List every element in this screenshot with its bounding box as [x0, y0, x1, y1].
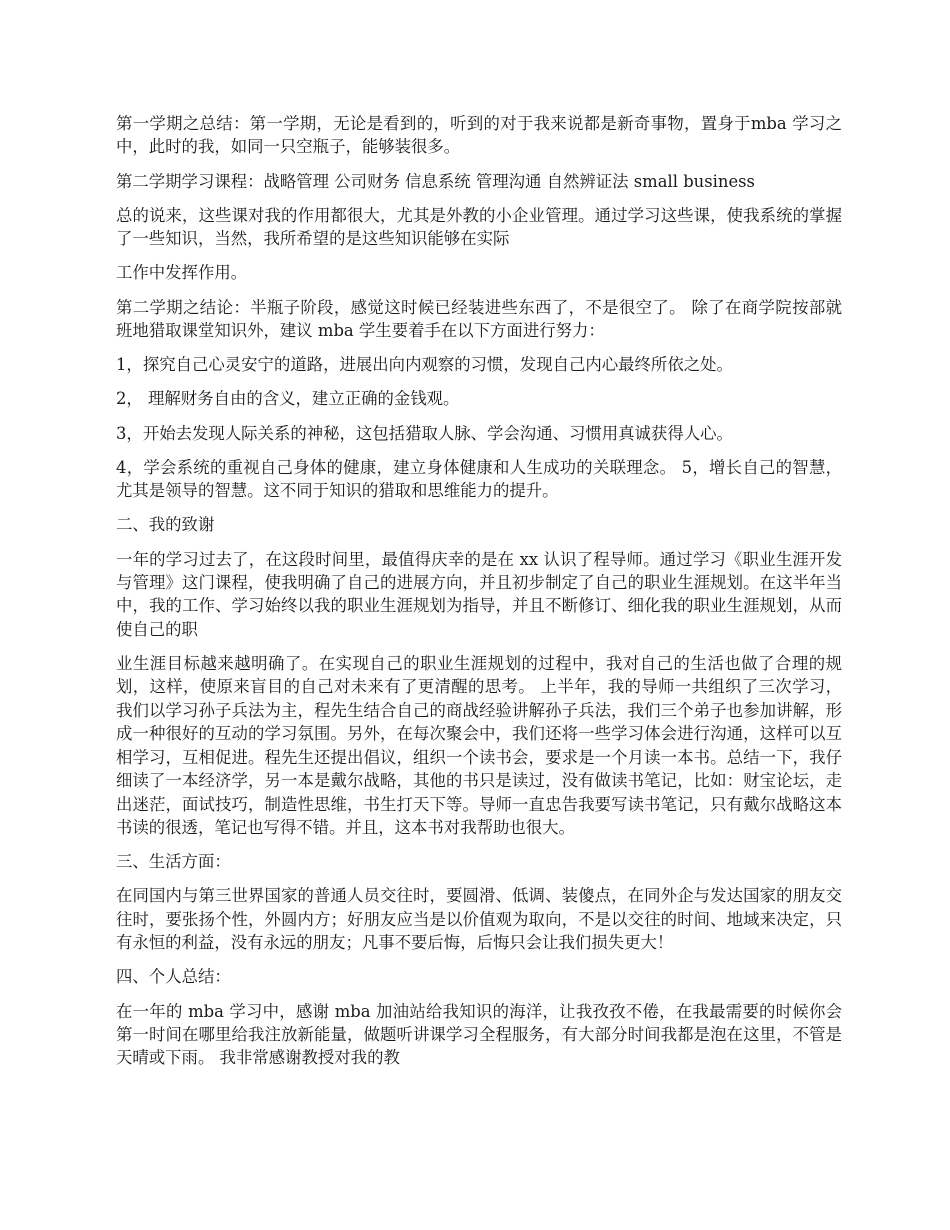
- paragraph-courses-effect-cont: 工作中发挥作用。: [116, 263, 248, 283]
- paragraph-career-plan: 业生涯目标越来越明确了。在实现自己的职业生涯规划的过程中，我对自己的生活也做了合理的规划，这样，使原来盲目的自己对未来有了更清醒的思考。 上半年，我的导师一共组织了三次学习，我们以学习孙子兵法为主，程先生结合自己的商战经验讲解孙子兵法，我们三个弟子也参加讲解，形成一种很好的互动的学习氛围。另外，在每次聚会中，我们还将一些学习体会进行沟通，这样可以互相学习，互相促进。程先生还提出倡议，组织一个读书会，要求是一个月读一本书。总结一下，我仔细读了一本经济学，另一本是戴尔战略，其他的书只是读过，没有做读书笔记，比如：财宝论坛，走出迷茫，面试技巧，制造性思维，书生打天下等。导师一直忠告我要写读书笔记，只有戴尔战略这本书读的很透，笔记也写得不错。并且，这本书对我帮助也很大。: [116, 654, 842, 837]
- list-item-1: 1，探究自己心灵安宁的道路，进展出向内观察的习惯，发现自己内心最终所依之处。: [116, 355, 733, 375]
- paragraph-courses-effect: 总的说来，这些课对我的作用都很大，尤其是外教的小企业管理。通过学习这些课，使我系统的掌握了一些知识，当然，我所希望的是这些知识能够在实际: [116, 205, 842, 249]
- document-body: [116, 112, 842, 1081]
- paragraph-semester2-courses: 第二学期学习课程：战略管理 公司财务 信息系统 管理沟通 自然辨证法 small business: [116, 171, 755, 191]
- paragraph-semester2-conclusion: 第二学期之结论：半瓶子阶段，感觉这时候已经装进些东西了，不是很空了。 除了在商学院按部就班地猎取课堂知识外，建议 mba 学生要着手在以下方面进行努力：: [116, 297, 842, 341]
- paragraph-personal-summary: 在一年的 mba 学习中，感谢 mba 加油站给我知识的海洋，让我孜孜不倦，在我最需要的时候你会第一时间在哪里给我注放新能量，做题听讲课学习全程服务，有大部分时间我都是泡在这里，不管是天晴或下雨。 我非常感谢教授对我的教: [116, 1001, 842, 1068]
- paragraph-semester1-summary: 第一学期之总结：第一学期，无论是看到的，听到的对于我来说都是新奇事物，置身于mba 学习之中，此时的我，如同一只空瓶子，能够装很多。: [116, 114, 842, 157]
- heading-personal-summary: 四、个人总结：: [116, 967, 231, 987]
- paragraph-life: 在同国内与第三世界国家的普通人员交往时，要圆滑、低调、装傻点，在同外企与发达国家的朋友交往时，要张扬个性，外圆内方；好朋友应当是以价值观为取向，不是以交往的时间、地域来决定，只有永恒的利益，没有永远的朋友；凡事不要后悔，后悔只会让我们损失更大！: [116, 886, 842, 953]
- list-item-3: 3，开始去发现人际关系的神秘，这包括猎取人脉、学会沟通、习惯用真诚获得人心。: [116, 423, 733, 443]
- list-item-4-5: 4，学会系统的重视自己身体的健康，建立身体健康和人生成功的关联理念。 5，增长自己的智慧，尤其是领导的智慧。这不同于知识的猎取和思维能力的提升。: [116, 457, 842, 501]
- paragraph-acknowledgement: 一年的学习过去了，在这段时间里，最值得庆幸的是在 xx 认识了程导师。通过学习《职业生涯开发与管理》这门课程，使我明确了自己的进展方向，并且初步制定了自己的职业生涯规划。在这半年当中，我的工作、学习始终以我的职业生涯规划为指导，并且不断修订、细化我的职业生涯规划，从而使自己的职: [116, 549, 842, 639]
- heading-acknowledgement: 二、我的致谢: [116, 515, 215, 535]
- list-item-2: 2， 理解财务自由的含义，建立正确的金钱观。: [116, 389, 460, 409]
- heading-life: 三、生活方面：: [116, 852, 231, 872]
